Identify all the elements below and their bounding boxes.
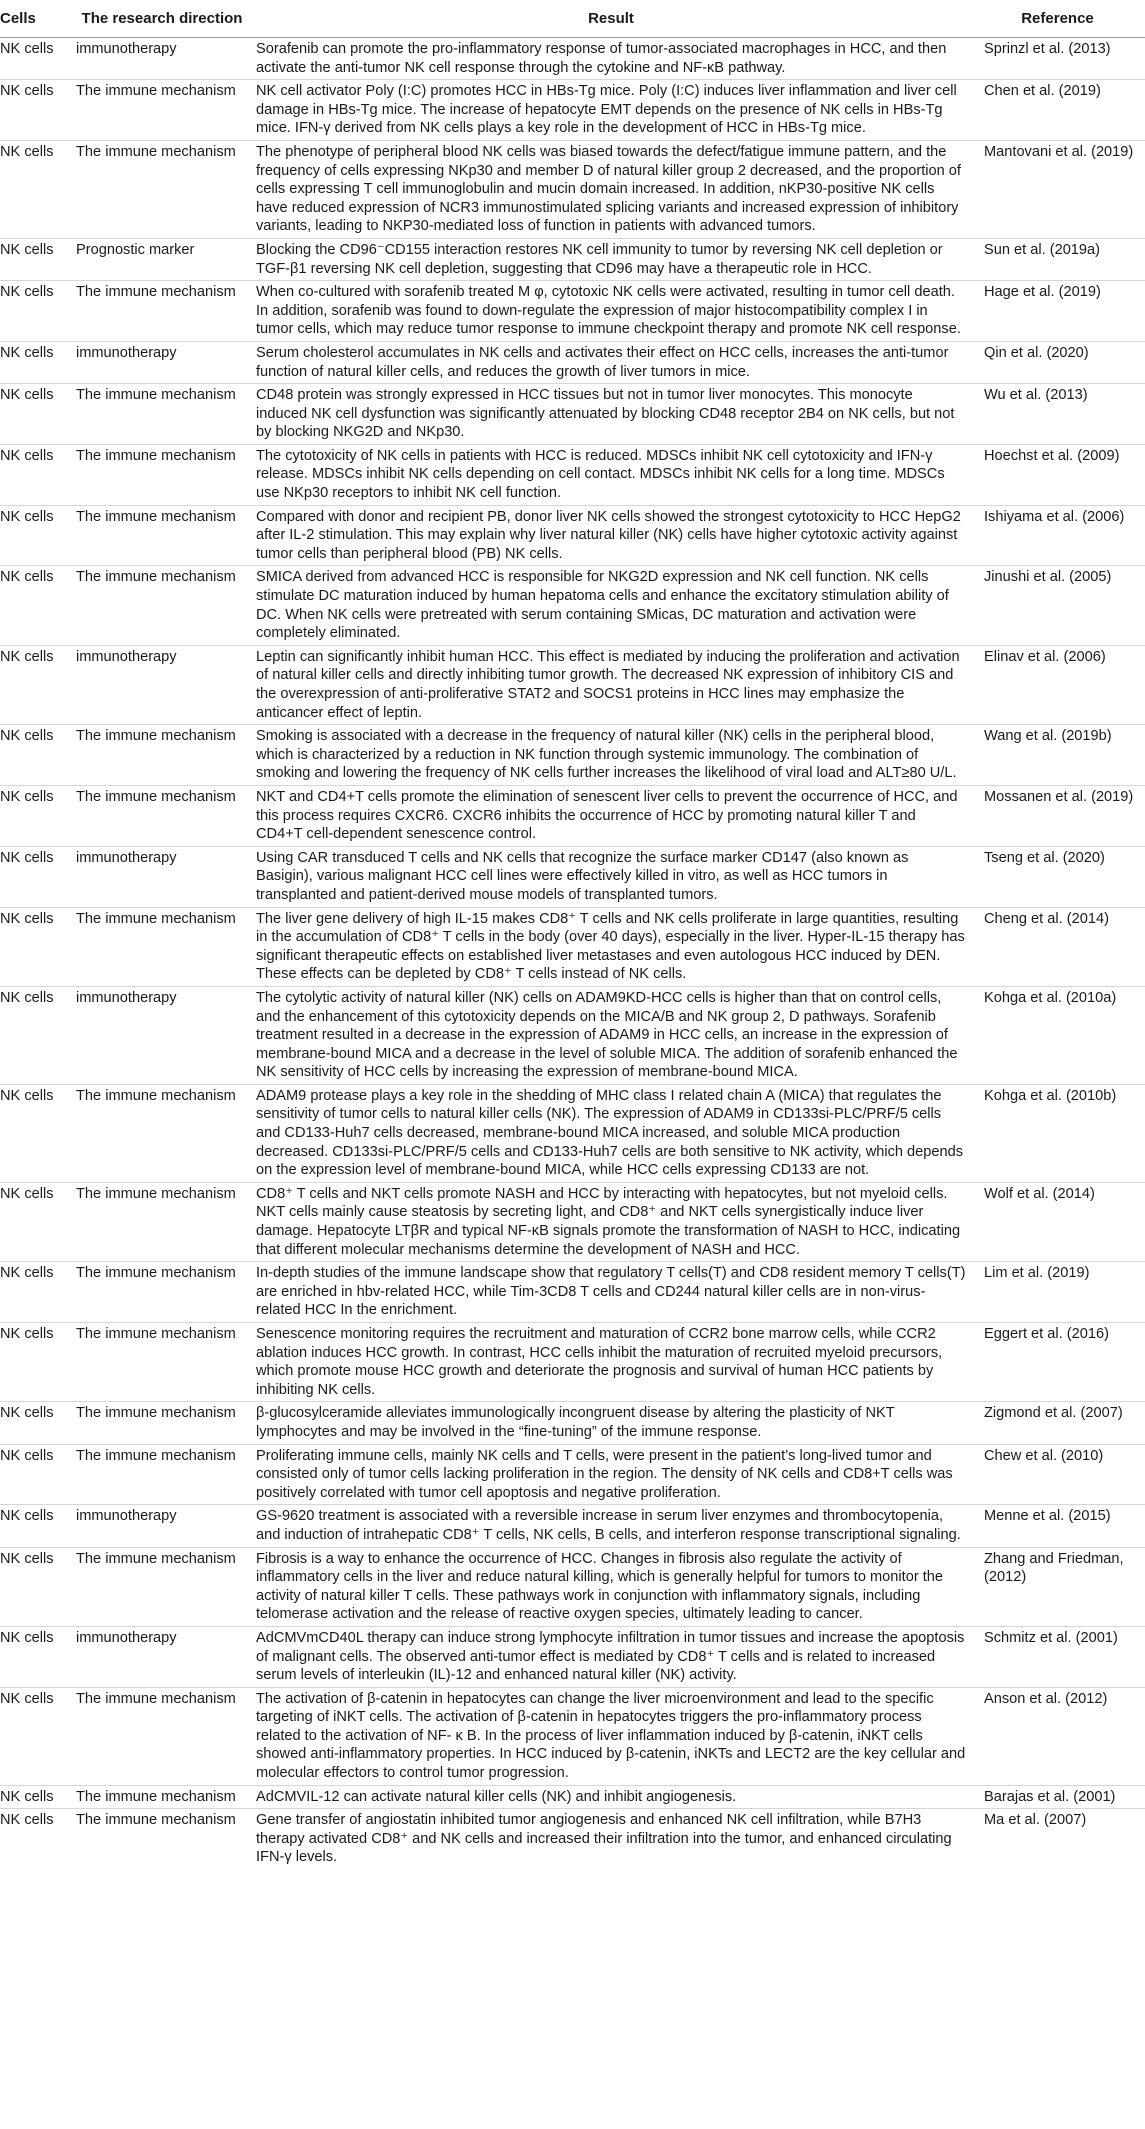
table-row — [0, 1084, 1145, 1182]
table-row — [0, 1687, 1145, 1785]
result-text: The cytolytic activity of natural killer (NK) cells on ADAM9KD-HCC cells is higher than that on control cells, and the enhancement of this cytotoxicity depends on the MICA/B and NK group 2, D pathways. Sorafenib treatment resulted in a decrease in the expression of ADAM9 in HCC cells, an increase in the expression of membrane-bound MICA and a decrease in the level of soluble MICA. The addition of sorafenib enhanced the NK sensitivity of HCC cells by increasing the expression of membrane-bound MICA. — [252, 986, 970, 1084]
table-row — [0, 1626, 1145, 1687]
research-direction: The immune mechanism — [72, 1182, 252, 1261]
table-row — [0, 38, 1145, 80]
result-text: Sorafenib can promote the pro-inflammatory response of tumor-associated macrophages in HCC, and then activate the anti-tumor NK cell response through the cytokine and NF-κB pathway. — [256, 41, 947, 76]
result-text: AdCMVIL-12 can activate natural killer cells (NK) and inhibit angiogenesis. — [252, 1785, 970, 1809]
cell-type: NK cells — [0, 907, 72, 986]
table-row — [0, 281, 1145, 342]
header-cells: Cells — [0, 0, 72, 38]
reference-citation: Menne et al. (2015) — [970, 1505, 1145, 1547]
reference-citation: Mantovani et al. (2019) — [970, 140, 1145, 238]
research-direction: The immune mechanism — [72, 1547, 252, 1626]
result-text: β-glucosylceramide alleviates immunologically incongruent disease by altering the plasticity of NKT lymphocytes and may be involved in the “fine-tuning” of the immune response. — [252, 1402, 970, 1444]
table-row — [0, 1547, 1145, 1626]
result-text: Leptin can significantly inhibit human HCC. This effect is mediated by inducing the proliferation and activation of natural killer cells and directly inhibiting tumor growth. The decreased NK expression of inhibitory CIS and the overexpression of anti-proliferative STAT2 and SOCS1 proteins in HCC lines may emphasize the anticancer effect of leptin. — [252, 645, 970, 724]
research-direction: The immune mechanism — [72, 1402, 252, 1444]
table-row — [0, 238, 1145, 280]
table-body — [0, 38, 1145, 1870]
cell-type: NK cells — [0, 645, 72, 724]
table-row — [0, 785, 1145, 846]
research-direction: Prognostic marker — [72, 238, 252, 280]
reference-citation: Chen et al. (2019) — [970, 80, 1145, 141]
reference-citation: Zhang and Friedman, (2012) — [970, 1547, 1145, 1626]
table-row — [0, 986, 1145, 1084]
reference-citation: Zigmond et al. (2007) — [970, 1402, 1145, 1444]
header-research-direction: The research direction — [72, 0, 252, 38]
reference-citation: Barajas et al. (2001) — [970, 1785, 1145, 1809]
cell-type: NK cells — [0, 1547, 72, 1626]
table-row — [0, 341, 1145, 383]
table-row — [0, 1262, 1145, 1323]
table-row — [0, 1182, 1145, 1261]
result-text: When co-cultured with sorafenib treated M φ, cytotoxic NK cells were activated, resulting in tumor cell death. In addition, sorafenib was found to down-regulate the expression of major histocompatibility complex I in tumor cells, which may reduce tumor response to immune checkpoint therapy and promote NK cell response. — [252, 281, 970, 342]
research-direction: The immune mechanism — [72, 140, 252, 238]
result-text: The activation of β-catenin in hepatocytes can change the liver microenvironment and lead to the specific targeting of iNKT cells. The activation of β-catenin in hepatocytes triggers the pro-inflammatory process related to the activation of NF- κ B. In the process of liver inflammation induced by β-catenin, iNKT cells showed anti-inflammatory properties. In HCC induced by β-catenin, iNKTs and LECT2 are the key cellular and molecular effectors to control tumor progression. — [252, 1687, 970, 1785]
reference-citation: Wolf et al. (2014) — [970, 1182, 1145, 1261]
table-row — [0, 725, 1145, 786]
cell-type: NK cells — [0, 1182, 72, 1261]
reference-citation: Sprinzl et al. (2013) — [984, 41, 1111, 57]
cell-type: NK cells — [0, 566, 72, 645]
table-row — [0, 444, 1145, 505]
result-text: Smoking is associated with a decrease in the frequency of natural killer (NK) cells in the peripheral blood, which is characterized by a reduction in NK function through systemic immunology. The combination of smoking and lowering the frequency of NK cells further increases the likelihood of viral load and ALT≥80 U/L. — [252, 725, 970, 786]
research-direction: The immune mechanism — [72, 566, 252, 645]
result-text: In-depth studies of the immune landscape show that regulatory T cells(T) and CD8 resident memory T cells(T) are enriched in hbv-related HCC, while Tim-3CD8 T cells and CD244 natural killer cells are in non-virus-related HCC In the enrichment. — [252, 1262, 970, 1323]
cell-type: NK cells — [0, 238, 72, 280]
reference-citation: Elinav et al. (2006) — [970, 645, 1145, 724]
table-row — [0, 505, 1145, 566]
research-direction: immunotherapy — [72, 341, 252, 383]
result-text: Blocking the CD96⁻CD155 interaction restores NK cell immunity to tumor by reversing NK cell depletion or TGF-β1 reversing NK cell depletion, suggesting that CD96 may have a therapeutic role in HCC. — [252, 238, 970, 280]
research-direction: immunotherapy — [72, 986, 252, 1084]
reference-citation: Mossanen et al. (2019) — [970, 785, 1145, 846]
table-row — [0, 140, 1145, 238]
reference-citation: Ma et al. (2007) — [970, 1809, 1145, 1869]
result-text: NKT and CD4+T cells promote the elimination of senescent liver cells to prevent the occurrence of HCC, and this process requires CXCR6. CXCR6 inhibits the occurrence of HCC by promoting natural killer T and CD4+T cell-dependent senescence control. — [252, 785, 970, 846]
result-text: CD48 protein was strongly expressed in HCC tissues but not in tumor liver monocytes. This monocyte induced NK cell dysfunction was significantly attenuated by blocking CD48 receptor 2B4 on NK cells, but not by blocking NKG2D and NKp30. — [252, 384, 970, 445]
table-row — [0, 1402, 1145, 1444]
result-text: GS-9620 treatment is associated with a reversible increase in serum liver enzymes and thrombocytopenia, and induction of intrahepatic CD8⁺ T cells, NK cells, B cells, and interferon response transcriptional signaling. — [252, 1505, 970, 1547]
reference-citation: Hage et al. (2019) — [970, 281, 1145, 342]
table-header — [0, 0, 1145, 38]
table-row — [0, 846, 1145, 907]
reference-citation: Eggert et al. (2016) — [970, 1323, 1145, 1402]
research-direction: The immune mechanism — [72, 907, 252, 986]
result-text: The liver gene delivery of high IL-15 makes CD8⁺ T cells and NK cells proliferate in large quantities, resulting in the accumulation of CD8⁺ T cells in the body (over 40 days), especially in the liver. Hyper-IL-15 therapy has significant therapeutic effects on established liver metastases and even autologous HCC induced by DEN. These effects can be depleted by CD8⁺ T cells instead of NK cells. — [252, 907, 970, 986]
reference-citation: Tseng et al. (2020) — [970, 846, 1145, 907]
cell-type: NK cells — [0, 1323, 72, 1402]
research-direction: The immune mechanism — [72, 505, 252, 566]
reference-citation: Lim et al. (2019) — [970, 1262, 1145, 1323]
cell-type: NK cells — [0, 1444, 72, 1505]
table-row — [0, 1444, 1145, 1505]
cell-type: NK cells — [0, 986, 72, 1084]
research-direction: immunotherapy — [72, 1626, 252, 1687]
research-direction: The immune mechanism — [72, 1687, 252, 1785]
cell-type: NK cells — [0, 1687, 72, 1785]
reference-citation: Jinushi et al. (2005) — [970, 566, 1145, 645]
table-row — [0, 80, 1145, 141]
cell-type: NK cells — [0, 1785, 72, 1809]
research-direction: The immune mechanism — [72, 281, 252, 342]
research-direction: immunotherapy — [76, 41, 177, 57]
reference-citation: Kohga et al. (2010a) — [970, 986, 1145, 1084]
reference-citation: Schmitz et al. (2001) — [970, 1626, 1145, 1687]
table-row — [0, 1809, 1145, 1869]
cell-type: NK cells — [0, 1262, 72, 1323]
result-text: NK cell activator Poly (I:C) promotes HCC in HBs-Tg mice. Poly (I:C) induces liver inflammation and liver cell damage in HBs-Tg mice. The increase of hepatocyte EMT depends on the presence of NK cells in HBs-Tg mice. IFN-γ derived from NK cells plays a key role in the development of HCC in HBs-Tg mice. — [252, 80, 970, 141]
reference-citation: Wang et al. (2019b) — [970, 725, 1145, 786]
result-text: Fibrosis is a way to enhance the occurrence of HCC. Changes in fibrosis also regulate the activity of inflammatory cells in the liver and reduce natural killing, which is generally helpful for tumors to monitor the activity of natural killer T cells. These pathways work in conjunction with inflammatory signals, including telomerase activation and the release of reactive oxygen species, ultimately leading to cancer. — [252, 1547, 970, 1626]
table-row — [0, 907, 1145, 986]
reference-citation: Chew et al. (2010) — [970, 1444, 1145, 1505]
result-text: CD8⁺ T cells and NKT cells promote NASH and HCC by interacting with hepatocytes, but not myeloid cells. NKT cells mainly cause steatosis by secreting light, and CD8⁺ and NKT cells synergistically induce liver damage. Hepatocyte LTβR and typical NF-κB signals promote the transformation of NASH to HCC, indicating that different molecular mechanisms determine the development of NASH and HCC. — [252, 1182, 970, 1261]
result-text: Serum cholesterol accumulates in NK cells and activates their effect on HCC cells, increases the anti-tumor function of natural killer cells, and reduces the growth of liver tumors in mice. — [252, 341, 970, 383]
table-row — [0, 1785, 1145, 1809]
result-text: Senescence monitoring requires the recruitment and maturation of CCR2 bone marrow cells, while CCR2 ablation induces HCC growth. In contrast, HCC cells inhibit the maturation of recruited myeloid precursors, which promote mouse HCC growth and deteriorate the prognosis and survival of human HCC patients by inhibiting NK cells. — [252, 1323, 970, 1402]
reference-citation: Wu et al. (2013) — [970, 384, 1145, 445]
header-reference: Reference — [970, 0, 1145, 38]
cell-type: NK cells — [0, 384, 72, 445]
reference-citation: Qin et al. (2020) — [970, 341, 1145, 383]
result-text: Proliferating immune cells, mainly NK cells and T cells, were present in the patient’s long-lived tumor and consisted only of tumor cells lacking proliferation in the region. The density of NK cells and CD8+T cells was positively correlated with tumor cell apoptosis and negative proliferation. — [252, 1444, 970, 1505]
result-text: ADAM9 protease plays a key role in the shedding of MHC class I related chain A (MICA) that regulates the sensitivity of tumor cells to natural killer cells (NK). The expression of ADAM9 in CD133si-PLC/PRF/5 cells and CD133-Huh7 cells decreased, membrane-bound MICA increased, and soluble MICA production decreased. CD133si-PLC/PRF/5 cells and CD133-Huh7 cells are both sensitive to NK activity, which depends on the expression level of membrane-bound MICA, while HCC cells expressing CD133 are not. — [252, 1084, 970, 1182]
cell-type: NK cells — [0, 80, 72, 141]
research-direction: The immune mechanism — [72, 384, 252, 445]
reference-citation: Cheng et al. (2014) — [970, 907, 1145, 986]
cell-type: NK cells — [0, 140, 72, 238]
table-row — [0, 645, 1145, 724]
cell-type: NK cells — [0, 846, 72, 907]
research-direction: immunotherapy — [72, 846, 252, 907]
research-direction: The immune mechanism — [72, 1262, 252, 1323]
research-direction: The immune mechanism — [72, 444, 252, 505]
reference-citation: Kohga et al. (2010b) — [970, 1084, 1145, 1182]
research-direction: The immune mechanism — [72, 80, 252, 141]
research-direction: The immune mechanism — [72, 785, 252, 846]
table-row — [0, 1505, 1145, 1547]
cell-type: NK cells — [0, 41, 54, 57]
cell-type: NK cells — [0, 1084, 72, 1182]
result-text: The cytotoxicity of NK cells in patients with HCC is reduced. MDSCs inhibit NK cell cytotoxicity and IFN-γ release. MDSCs inhibit NK cells depending on cell contact. MDSCs inhibit NK cells for a long time. MDSCs use NKp30 receptors to inhibit NK cell function. — [252, 444, 970, 505]
header-row — [0, 0, 1145, 38]
research-direction: The immune mechanism — [72, 1323, 252, 1402]
cell-type: NK cells — [0, 281, 72, 342]
result-text: AdCMVmCD40L therapy can induce strong lymphocyte infiltration in tumor tissues and increase the apoptosis of malignant cells. The observed anti-tumor effect is mediated by CD8⁺ T cells and is related to increased serum levels of interleukin (IL)-12 and enhanced natural killer (NK) activity. — [252, 1626, 970, 1687]
research-direction: The immune mechanism — [72, 1444, 252, 1505]
cell-type: NK cells — [0, 341, 72, 383]
research-direction: The immune mechanism — [72, 1084, 252, 1182]
cell-type: NK cells — [0, 785, 72, 846]
cell-type: NK cells — [0, 505, 72, 566]
cell-type: NK cells — [0, 1809, 72, 1869]
research-direction: The immune mechanism — [72, 725, 252, 786]
cell-type: NK cells — [0, 444, 72, 505]
table-row — [0, 566, 1145, 645]
cell-type: NK cells — [0, 1505, 72, 1547]
research-direction: immunotherapy — [72, 1505, 252, 1547]
cell-type: NK cells — [0, 1626, 72, 1687]
research-direction: The immune mechanism — [72, 1809, 252, 1869]
reference-citation: Hoechst et al. (2009) — [970, 444, 1145, 505]
result-text: Using CAR transduced T cells and NK cells that recognize the surface marker CD147 (also known as Basigin), various malignant HCC cell lines were effectively killed in vitro, as well as HCC tumors in transplanted and patient-derived mouse models of transplanted tumors. — [252, 846, 970, 907]
result-text: SMICA derived from advanced HCC is responsible for NKG2D expression and NK cell function. NK cells stimulate DC maturation induced by human hepatoma cells and enhance the excitatory stimulation ability of DC. When NK cells were pretreated with serum containing SMicas, DC maturation and activation were completely eliminated. — [252, 566, 970, 645]
cell-type: NK cells — [0, 725, 72, 786]
reference-citation: Anson et al. (2012) — [970, 1687, 1145, 1785]
header-result: Result — [252, 0, 970, 38]
reference-citation: Sun et al. (2019a) — [970, 238, 1145, 280]
table-row — [0, 1323, 1145, 1402]
table-row — [0, 384, 1145, 445]
research-direction: The immune mechanism — [72, 1785, 252, 1809]
reference-citation: Ishiyama et al. (2006) — [970, 505, 1145, 566]
result-text: The phenotype of peripheral blood NK cells was biased towards the defect/fatigue immune pattern, and the frequency of cells expressing NKp30 and member D of natural killer group 2 decreased, and the proportion of cells expressing T cell immunoglobulin and mucin domain increased. In addition, nKP30-positive NK cells have reduced expression of NCR3 immunostimulated splicing variants and increased expression of inhibitory variants, leading to NKP30-mediated loss of function in patients with advanced tumors. — [252, 140, 970, 238]
result-text: Gene transfer of angiostatin inhibited tumor angiogenesis and enhanced NK cell infiltration, while B7H3 therapy activated CD8⁺ and NK cells and increased their infiltration into the tumor, and enhanced circulating IFN-γ levels. — [252, 1809, 970, 1869]
result-text: Compared with donor and recipient PB, donor liver NK cells showed the strongest cytotoxicity to HCC HepG2 after IL-2 stimulation. This may explain why liver natural killer (NK) cells have higher cytotoxic activity against tumor cells than peripheral blood (PB) NK cells. — [252, 505, 970, 566]
cell-type: NK cells — [0, 1402, 72, 1444]
research-direction: immunotherapy — [72, 645, 252, 724]
